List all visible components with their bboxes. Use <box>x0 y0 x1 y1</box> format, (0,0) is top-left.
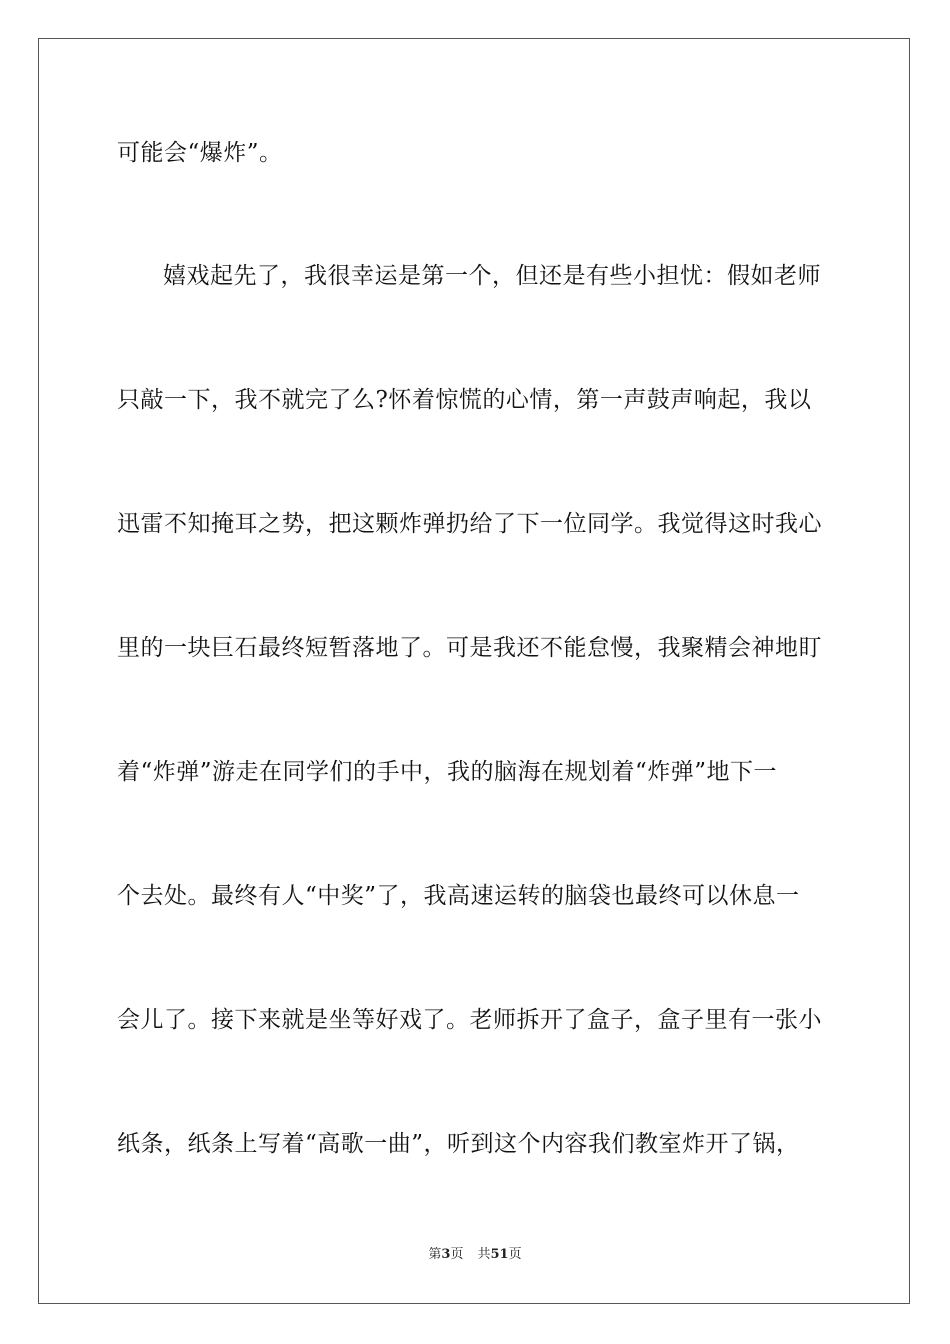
page-border <box>38 38 910 1304</box>
total-pages: 51 <box>490 1247 509 1262</box>
total-prefix: 共 <box>477 1247 491 1262</box>
text-line: 可能会“爆炸”。 <box>117 140 283 166</box>
page-suffix: 页 <box>450 1247 464 1262</box>
text-line: 纸条，纸条上写着“高歌一曲”，听到这个内容我们教室炸开了锅， <box>117 1131 800 1157</box>
text-line: 只敲一下，我不就完了么?怀着惊慌的心情，第一声鼓声响起，我以 <box>117 387 812 413</box>
text-line: 着“炸弹”游走在同学们的手中，我的脑海在规划着“炸弹”地下一 <box>117 759 778 785</box>
text-line: 个去处。最终有人“中奖”了，我高速运转的脑袋也最终可以休息一 <box>117 883 800 909</box>
total-suffix: 页 <box>508 1247 522 1262</box>
text-line: 嬉戏起先了，我很幸运是第一个，但还是有些小担忧：假如老师 <box>163 263 821 289</box>
page-number: 3 <box>441 1247 451 1262</box>
text-line: 里的一块巨石最终短暂落地了。可是我还不能怠慢，我聚精会神地盯 <box>117 635 822 661</box>
text-line: 迅雷不知掩耳之势，把这颗炸弹扔给了下一位同学。我觉得这时我心 <box>117 511 822 537</box>
page-footer <box>0 1246 950 1264</box>
text-line: 会儿了。接下来就是坐等好戏了。老师拆开了盒子，盒子里有一张小 <box>117 1007 822 1033</box>
page-prefix: 第 <box>428 1247 442 1262</box>
